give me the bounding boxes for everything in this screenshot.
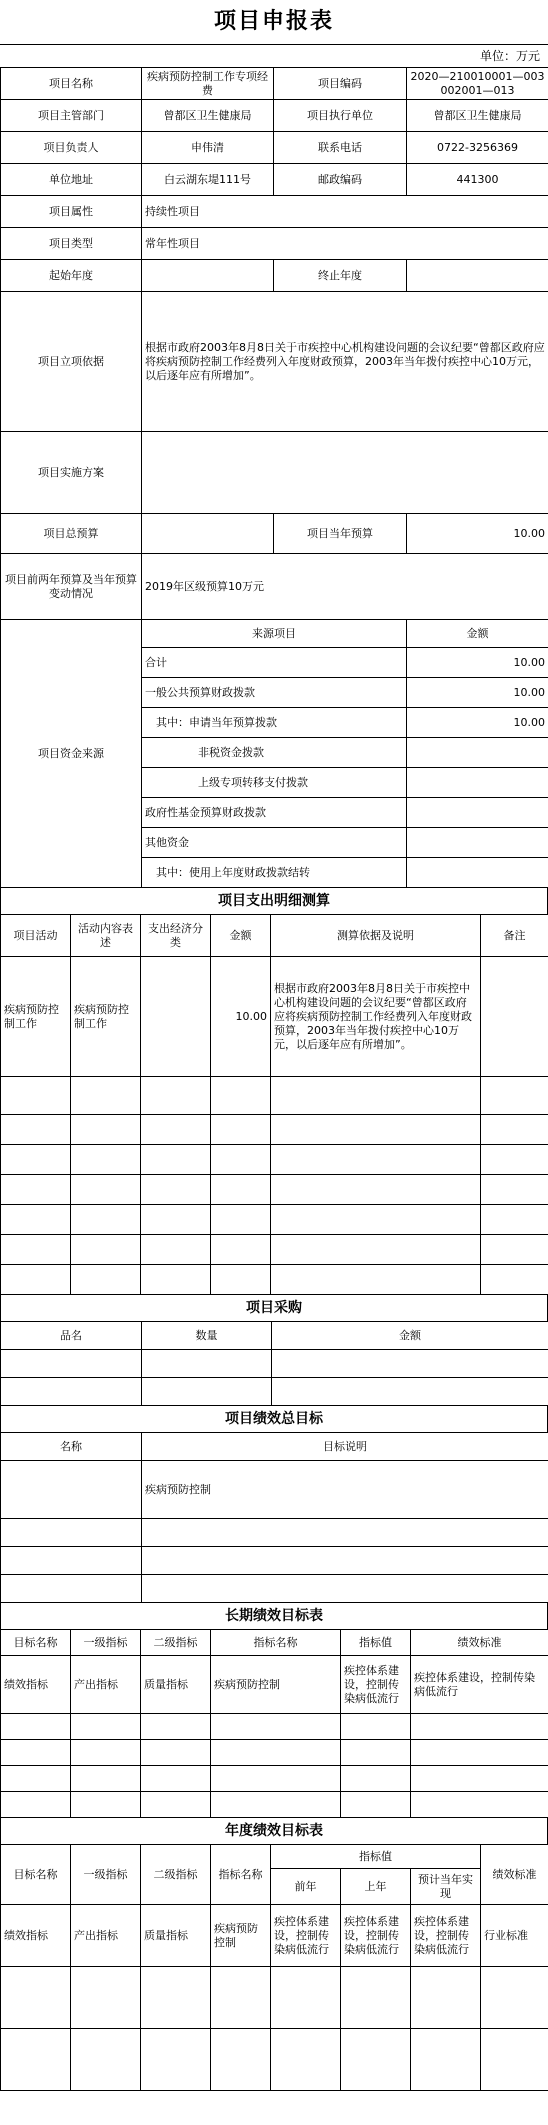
perf-long-cell: 疾控体系建设，控制传染病低流行: [411, 1656, 548, 1714]
empty-cell: [211, 1792, 341, 1818]
empty-cell: [71, 1077, 141, 1115]
empty-cell: [71, 1714, 141, 1740]
empty-cell: [1, 1714, 71, 1740]
perf-year-subheader: 前年: [271, 1869, 341, 1905]
empty-cell: [1, 1235, 71, 1265]
perf-long-section-title: 长期绩效目标表: [0, 1603, 548, 1629]
empty-cell: [1, 1740, 71, 1766]
perf-long-header: 绩效标准: [411, 1630, 548, 1656]
dept-value: 曾都区卫生健康局: [142, 100, 274, 132]
total-budget-value: [142, 514, 274, 554]
funding-row-amount: [407, 858, 548, 888]
project-code-label: 项目编码: [274, 68, 407, 100]
exec-label: 项目执行单位: [274, 100, 407, 132]
empty-cell: [272, 1350, 548, 1378]
funding-row-name: 合计: [142, 648, 407, 678]
empty-cell: [271, 1205, 481, 1235]
empty-cell: [141, 1205, 211, 1235]
perf-long-cell: 质量指标: [141, 1656, 211, 1714]
empty-cell: [271, 1235, 481, 1265]
expense-header: 支出经济分类: [141, 915, 211, 957]
empty-cell: [141, 1792, 211, 1818]
empty-cell: [481, 1235, 548, 1265]
expense-header: 测算依据及说明: [271, 915, 481, 957]
expense-econ: [141, 957, 211, 1077]
empty-cell: [141, 1967, 211, 2029]
empty-cell: [411, 1714, 548, 1740]
perf-year-cell: 绩效指标: [1, 1905, 71, 1967]
purchase-table: [0, 1321, 548, 1406]
perf-year-section-title: 年度绩效目标表: [0, 1818, 548, 1844]
empty-cell: [71, 1792, 141, 1818]
empty-cell: [71, 1175, 141, 1205]
perf-long-header: 指标名称: [211, 1630, 341, 1656]
basis-value: 根据市政府2003年8月8日关于市疾控中心机构建设问题的会议纪要“曾都区政府应将疾病预防控制工作经费列入年度财政预算，2003年当年拨付疾控中心10万元，以后逐年应有所增加”。: [142, 292, 548, 432]
person-label: 项目负责人: [1, 132, 142, 164]
empty-cell: [211, 1205, 271, 1235]
empty-cell: [411, 1766, 548, 1792]
funding-header-source: 来源项目: [142, 620, 407, 648]
expense-header: 活动内容表述: [71, 915, 141, 957]
address-label: 单位地址: [1, 164, 142, 196]
empty-cell: [71, 1740, 141, 1766]
empty-cell: [141, 1740, 211, 1766]
empty-cell: [211, 1766, 341, 1792]
empty-cell: [1, 1205, 71, 1235]
perf-long-header: 一级指标: [71, 1630, 141, 1656]
perf-year-cell: 疾病预防控制: [211, 1905, 271, 1967]
total-budget-label: 项目总预算: [1, 514, 142, 554]
empty-cell: [141, 1235, 211, 1265]
expense-header: 项目活动: [1, 915, 71, 957]
empty-cell: [1, 1461, 142, 1519]
zip-value: 441300: [407, 164, 548, 196]
perf-long-cell: 绩效指标: [1, 1656, 71, 1714]
funding-row-amount: [407, 798, 548, 828]
funding-row-amount: 10.00: [407, 648, 548, 678]
funding-row-name: 其中：申请当年预算拨款: [142, 708, 407, 738]
funding-table: [0, 619, 548, 888]
empty-cell: [1, 1175, 71, 1205]
perf-year-subheader: 上年: [341, 1869, 411, 1905]
perf-year-header: 一级指标: [71, 1845, 141, 1905]
phone-value: 0722-3256369: [407, 132, 548, 164]
budget-change-value: 2019年区级预算10万元: [142, 554, 548, 620]
perf-long-cell: 疾控体系建设，控制传染病低流行: [341, 1656, 411, 1714]
empty-cell: [142, 1575, 548, 1603]
empty-cell: [481, 1115, 548, 1145]
basis-label: 项目立项依据: [1, 292, 142, 432]
empty-cell: [271, 1115, 481, 1145]
project-name-label: 项目名称: [1, 68, 142, 100]
current-budget-label: 项目当年预算: [274, 514, 407, 554]
empty-cell: [1, 1766, 71, 1792]
empty-cell: [341, 1714, 411, 1740]
empty-cell: [271, 1145, 481, 1175]
empty-cell: [211, 1740, 341, 1766]
funding-row-name: 上级专项转移支付拨款: [142, 768, 407, 798]
budget-change-label: 项目前两年预算及当年预算变动情况: [1, 554, 142, 620]
expense-header: 备注: [481, 915, 548, 957]
empty-cell: [141, 1714, 211, 1740]
perf-total-header: 名称: [1, 1433, 142, 1461]
funding-header-amount: 金额: [407, 620, 548, 648]
empty-cell: [71, 1145, 141, 1175]
end-year-value: [407, 260, 548, 292]
purchase-header: 金额: [272, 1322, 548, 1350]
empty-cell: [71, 1115, 141, 1145]
empty-cell: [1, 1547, 142, 1575]
purchase-section-title: 项目采购: [0, 1295, 548, 1321]
perf-long-table: [0, 1629, 548, 1818]
funding-row-amount: [407, 738, 548, 768]
perf-total-section-title: 项目绩效总目标: [0, 1406, 548, 1432]
empty-cell: [1, 1967, 71, 2029]
perf-total-table: [0, 1432, 548, 1603]
perf-long-header: 目标名称: [1, 1630, 71, 1656]
empty-cell: [141, 1077, 211, 1115]
dept-label: 项目主管部门: [1, 100, 142, 132]
empty-cell: [71, 1235, 141, 1265]
empty-cell: [211, 1235, 271, 1265]
empty-cell: [211, 1265, 271, 1295]
empty-cell: [142, 1547, 548, 1575]
funding-label: 项目资金来源: [1, 620, 142, 888]
expense-note: [481, 957, 548, 1077]
perf-year-header: 目标名称: [1, 1845, 71, 1905]
empty-cell: [71, 1766, 141, 1792]
funding-row-name: 其他资金: [142, 828, 407, 858]
empty-cell: [141, 1145, 211, 1175]
empty-cell: [141, 2029, 211, 2091]
start-year-label: 起始年度: [1, 260, 142, 292]
funding-row-name: 一般公共预算财政拨款: [142, 678, 407, 708]
empty-cell: [1, 1350, 142, 1378]
perf-year-subheader: 预计当年实现: [411, 1869, 481, 1905]
expense-basis: 根据市政府2003年8月8日关于市疾控中心机构建设问题的会议纪要“曾都区政府应将疾病预防控制工作经费列入年度财政预算，2003年当年拨付疾控中心10万元，以后逐年应有所增加”。: [271, 957, 481, 1077]
expense-section-title: 项目支出明细测算: [0, 888, 548, 914]
empty-cell: [341, 1766, 411, 1792]
empty-cell: [272, 1378, 548, 1406]
project-code-value: 2020—210010001—003002001—013: [407, 68, 548, 100]
empty-cell: [71, 1967, 141, 2029]
empty-cell: [211, 2029, 271, 2091]
exec-value: 曾都区卫生健康局: [407, 100, 548, 132]
perf-year-header: 二级指标: [141, 1845, 211, 1905]
empty-cell: [211, 1714, 341, 1740]
expense-amount: 10.00: [211, 957, 271, 1077]
perf-year-cell: 疾控体系建设，控制传染病低流行: [411, 1905, 481, 1967]
empty-cell: [142, 1378, 272, 1406]
page-title: 项目申报表: [0, 0, 548, 45]
empty-cell: [271, 2029, 341, 2091]
plan-label: 项目实施方案: [1, 432, 142, 514]
plan-value: [142, 432, 548, 514]
empty-cell: [481, 1265, 548, 1295]
perf-year-cell: 质量指标: [141, 1905, 211, 1967]
empty-cell: [1, 1792, 71, 1818]
funding-row-name: 政府性基金预算财政拨款: [142, 798, 407, 828]
empty-cell: [142, 1350, 272, 1378]
empty-cell: [481, 1205, 548, 1235]
empty-cell: [211, 1967, 271, 2029]
empty-cell: [71, 1205, 141, 1235]
empty-cell: [211, 1145, 271, 1175]
empty-cell: [271, 1077, 481, 1115]
funding-row-amount: [407, 768, 548, 798]
start-year-value: [142, 260, 274, 292]
perf-total-value: 疾病预防控制: [142, 1461, 548, 1519]
perf-year-table: [0, 1844, 548, 2091]
empty-cell: [271, 1967, 341, 2029]
perf-year-cell: 疾控体系建设，控制传染病低流行: [271, 1905, 341, 1967]
perf-long-cell: 疾病预防控制: [211, 1656, 341, 1714]
perf-long-header: 二级指标: [141, 1630, 211, 1656]
empty-cell: [411, 1740, 548, 1766]
empty-cell: [1, 1575, 142, 1603]
empty-cell: [341, 1740, 411, 1766]
person-value: 申伟清: [142, 132, 274, 164]
empty-cell: [271, 1265, 481, 1295]
empty-cell: [1, 1145, 71, 1175]
zip-label: 邮政编码: [274, 164, 407, 196]
funding-row-amount: 10.00: [407, 678, 548, 708]
expense-content: 疾病预防控制工作: [71, 957, 141, 1077]
empty-cell: [211, 1175, 271, 1205]
empty-cell: [481, 1145, 548, 1175]
empty-cell: [142, 1519, 548, 1547]
empty-cell: [271, 1175, 481, 1205]
empty-cell: [211, 1115, 271, 1145]
empty-cell: [341, 2029, 411, 2091]
funding-row-amount: [407, 828, 548, 858]
empty-cell: [71, 1265, 141, 1295]
perf-total-header: 目标说明: [142, 1433, 548, 1461]
unit-label: 单位：万元: [479, 49, 540, 63]
empty-cell: [1, 2029, 71, 2091]
perf-year-cell: 疾控体系建设，控制传染病低流行: [341, 1905, 411, 1967]
project-name-value: 疾病预防控制工作专项经费: [142, 68, 274, 100]
empty-cell: [411, 1792, 548, 1818]
perf-year-cell: 产出指标: [71, 1905, 141, 1967]
funding-row-name: 非税资金拨款: [142, 738, 407, 768]
empty-cell: [141, 1115, 211, 1145]
end-year-label: 终止年度: [274, 260, 407, 292]
empty-cell: [481, 1967, 548, 2029]
perf-year-header: 指标值: [271, 1845, 481, 1869]
phone-label: 联系电话: [274, 132, 407, 164]
type-value: 常年性项目: [142, 228, 548, 260]
empty-cell: [411, 1967, 481, 2029]
empty-cell: [341, 1967, 411, 2029]
purchase-header: 品名: [1, 1322, 142, 1350]
basic-info-table: [0, 67, 548, 620]
empty-cell: [1, 1077, 71, 1115]
empty-cell: [211, 1077, 271, 1115]
address-value: 白云湖东堤111号: [142, 164, 274, 196]
empty-cell: [481, 1077, 548, 1115]
funding-row-name: 其中：使用上年度财政拨款结转: [142, 858, 407, 888]
current-budget-value: 10.00: [407, 514, 548, 554]
empty-cell: [1, 1265, 71, 1295]
attr-label: 项目属性: [1, 196, 142, 228]
empty-cell: [411, 2029, 481, 2091]
purchase-header: 数量: [142, 1322, 272, 1350]
empty-cell: [141, 1265, 211, 1295]
empty-cell: [1, 1519, 142, 1547]
perf-year-cell: 行业标准: [481, 1905, 548, 1967]
perf-year-header: 绩效标准: [481, 1845, 548, 1905]
empty-cell: [141, 1175, 211, 1205]
type-label: 项目类型: [1, 228, 142, 260]
empty-cell: [141, 1766, 211, 1792]
attr-value: 持续性项目: [142, 196, 548, 228]
empty-cell: [481, 1175, 548, 1205]
funding-row-amount: 10.00: [407, 708, 548, 738]
perf-long-cell: 产出指标: [71, 1656, 141, 1714]
empty-cell: [1, 1115, 71, 1145]
perf-long-header: 指标值: [341, 1630, 411, 1656]
empty-cell: [341, 1792, 411, 1818]
expense-activity: 疾病预防控制工作: [1, 957, 71, 1077]
perf-year-header: 指标名称: [211, 1845, 271, 1905]
empty-cell: [481, 2029, 548, 2091]
empty-cell: [1, 1378, 142, 1406]
expense-header: 金额: [211, 915, 271, 957]
empty-cell: [71, 2029, 141, 2091]
expense-table: [0, 914, 548, 1295]
